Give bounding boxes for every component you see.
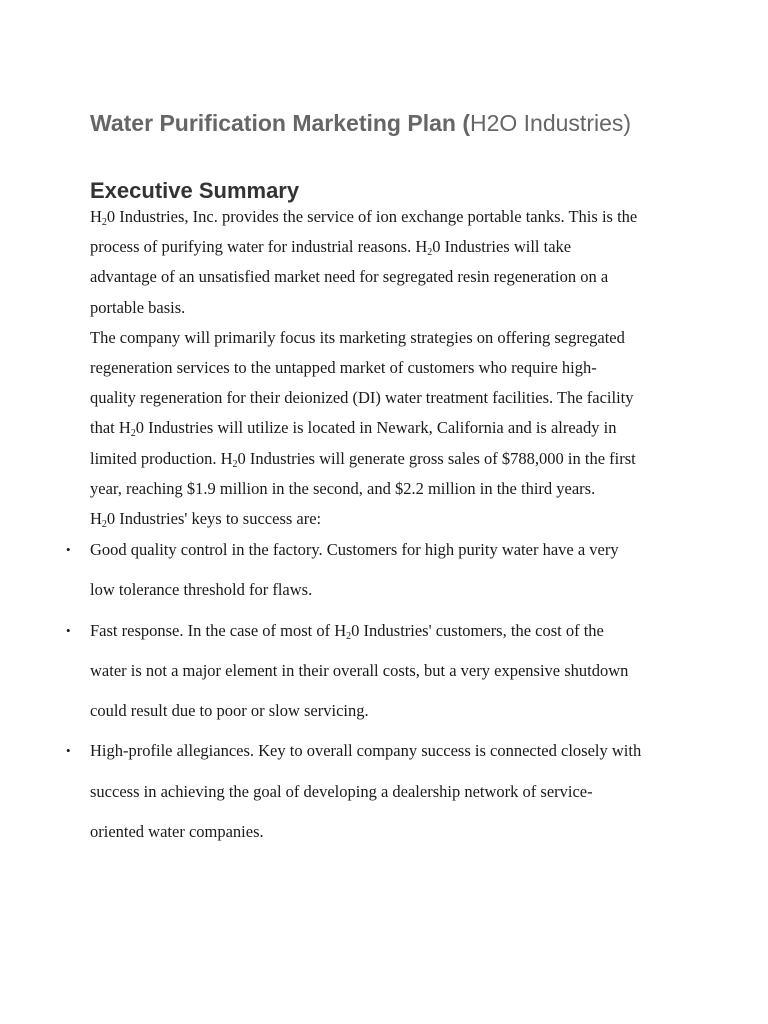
- text-line: advantage of an unsatisfied market need for segregated resin regeneration on a: [90, 267, 609, 287]
- text-span: H: [90, 508, 102, 528]
- subscript: 2: [427, 247, 433, 259]
- text-line: [90, 232, 690, 262]
- document-title: [90, 108, 631, 138]
- text-span: H: [90, 207, 102, 226]
- text-line: The company will primarily focus its marketing strategies on offering segregated: [90, 327, 625, 347]
- subscript: 2: [130, 428, 136, 440]
- text-line: High-profile allegiances. Key to overall company success is connected closely with: [90, 741, 642, 761]
- text-span: 0 Industries, Inc. provides the service of ion exchange portable tanks. This is the: [106, 207, 638, 226]
- text-line: low tolerance threshold for flaws.: [90, 580, 313, 600]
- text-line: [90, 413, 690, 443]
- text-span: 0 Industries will take: [432, 237, 572, 257]
- text-line: regeneration services to the untapped market of customers who require high-: [90, 357, 597, 377]
- text-span: 0 Industries' customers, the cost of the: [351, 620, 604, 640]
- bullet-icon: •: [66, 542, 71, 557]
- list-item: [0, 611, 768, 732]
- subscript: 2: [101, 518, 107, 530]
- executive-summary-body: [90, 202, 690, 534]
- text-line: could result due to poor or slow servicing.: [90, 701, 369, 721]
- text-line: [90, 444, 690, 474]
- list-item: [0, 731, 768, 852]
- text-span: 0 Industries will utilize is located in Newark, California and is already in: [135, 418, 617, 438]
- bullet-icon: •: [66, 622, 71, 638]
- subscript: 2: [101, 217, 107, 228]
- bullet-icon: •: [66, 743, 71, 759]
- text-span: Fast response. In the case of most of H: [90, 620, 347, 640]
- text-line: oriented water companies.: [90, 822, 264, 842]
- text-line: water is not a major element in their overall costs, but a very expensive shutdown: [90, 660, 629, 680]
- text-line: [90, 611, 768, 651]
- text-span: 0 Industries will generate gross sales of $788,000 in the first: [237, 448, 636, 468]
- text-span: limited production. H: [90, 448, 233, 468]
- text-line: year, reaching $1.9 million in the second, and $2.2 million in the third years.: [90, 478, 596, 498]
- text-line: quality regeneration for their deionized (DI) water treatment facilities. The facility: [90, 388, 634, 408]
- section-heading: Executive Summary: [90, 178, 300, 203]
- text-line: Good quality control in the factory. Customers for high purity water have a very: [90, 540, 619, 559]
- text-span: that H: [90, 418, 131, 438]
- subscript: 2: [232, 458, 238, 470]
- text-span: process of purifying water for industrial reasons. H: [90, 237, 428, 257]
- text-span: 0 Industries' keys to success are:: [106, 508, 322, 528]
- text-line: portable basis.: [90, 297, 186, 317]
- subscript: 2: [346, 630, 352, 642]
- text-line: success in achieving the goal of developing a dealership network of service-: [90, 781, 593, 801]
- title-bold-part: Water Purification Marketing Plan (: [90, 110, 470, 136]
- title-normal-part: H2O Industries): [469, 110, 632, 136]
- keys-to-success-list: [0, 530, 768, 852]
- text-line: [90, 202, 690, 232]
- list-item: [0, 530, 768, 611]
